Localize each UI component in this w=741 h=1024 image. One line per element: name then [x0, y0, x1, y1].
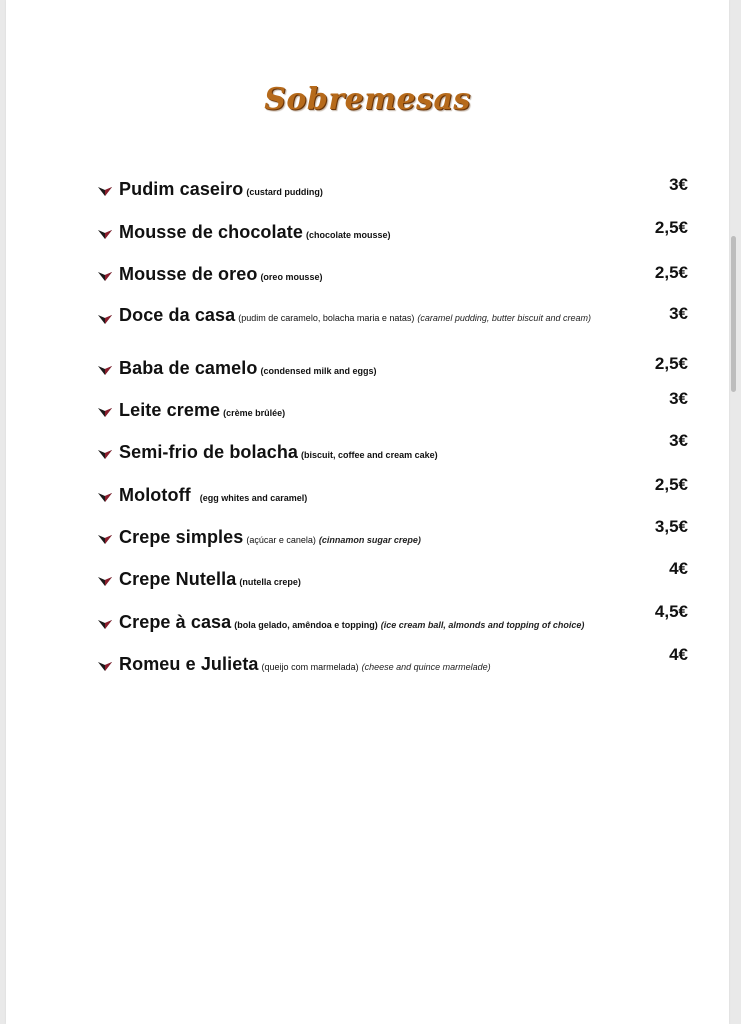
item-text: [119, 655, 629, 676]
list-item: [98, 218, 688, 251]
list-item: [98, 304, 688, 336]
item-text: [119, 180, 629, 201]
diamond-arrow-bullet-icon: [98, 448, 112, 460]
item-detail: (chocolate mousse): [305, 230, 391, 240]
item-name: Doce da casa: [119, 305, 236, 325]
item-price: 2,5€: [654, 354, 688, 373]
diamond-arrow-bullet-icon: [98, 618, 112, 630]
list-item: [98, 175, 688, 208]
item-price: 4€: [669, 645, 688, 664]
item-detail: (queijo com marmelada): [261, 662, 359, 672]
item-name: Crepe à casa: [119, 612, 232, 632]
item-detail: (açúcar e canela): [246, 535, 316, 545]
diamond-arrow-bullet-icon: [98, 364, 112, 376]
item-detail: (pudim de caramelo, bolacha maria e natas): [238, 313, 415, 323]
item-name: Mousse de oreo: [119, 264, 258, 284]
diamond-arrow-bullet-icon: [98, 313, 112, 325]
item-text: [119, 401, 629, 422]
item-price: 2,5€: [654, 218, 688, 237]
diamond-arrow-bullet-icon: [98, 228, 112, 240]
menu-page: [6, 0, 729, 1024]
item-text: [119, 359, 629, 380]
item-text: [119, 528, 629, 549]
item-name: Leite creme: [119, 400, 221, 420]
item-price: 2,5€: [654, 263, 688, 282]
item-name: Semi-frio de bolacha: [119, 442, 299, 462]
item-name: Crepe simples: [119, 527, 244, 547]
item-name: Baba de camelo: [119, 358, 258, 378]
item-detail: (oreo mousse): [260, 272, 323, 282]
diamond-arrow-bullet-icon: [98, 406, 112, 418]
item-detail: (bola gelado, amêndoa e topping): [234, 620, 378, 630]
diamond-arrow-bullet-icon: [98, 533, 112, 545]
item-text: [119, 613, 629, 634]
item-text: [119, 305, 629, 326]
item-translation: (cheese and quince marmelade): [361, 662, 491, 672]
list-item: [98, 645, 688, 683]
diamond-arrow-bullet-icon: [98, 575, 112, 587]
page-title: Sobremesas: [264, 82, 471, 117]
list-item: [98, 354, 688, 387]
item-translation: (cinnamon sugar crepe): [318, 535, 421, 545]
item-price: 3€: [669, 389, 688, 408]
item-name: Pudim caseiro: [119, 179, 244, 199]
diamond-arrow-bullet-icon: [98, 660, 112, 672]
list-item: [98, 431, 688, 471]
list-item: [98, 475, 688, 514]
item-detail: (condensed milk and eggs): [260, 366, 377, 376]
item-text: [119, 223, 629, 244]
list-item: [98, 559, 688, 598]
item-detail: (egg whites and caramel): [199, 493, 308, 503]
item-detail: (nutella crepe): [239, 577, 301, 587]
item-detail: (crème brûlée): [223, 408, 286, 418]
item-detail: (custard pudding): [246, 187, 323, 197]
item-price: 2,5€: [654, 475, 688, 494]
diamond-arrow-bullet-icon: [98, 491, 112, 503]
list-item: [98, 265, 688, 293]
item-text: [119, 443, 629, 464]
item-name: Molotoff: [119, 485, 191, 505]
item-price: 3€: [669, 175, 688, 194]
item-detail: (biscuit, coffee and cream cake): [301, 450, 438, 460]
item-name: Crepe Nutella: [119, 569, 237, 589]
list-item: [98, 389, 688, 429]
vertical-scrollbar[interactable]: [731, 236, 736, 392]
item-price: 3,5€: [654, 517, 688, 536]
item-price: 3€: [669, 304, 688, 323]
item-price: 3€: [669, 431, 688, 450]
list-item: [98, 517, 688, 556]
item-name: Mousse de chocolate: [119, 222, 303, 242]
diamond-arrow-bullet-icon: [98, 270, 112, 282]
list-item: [98, 602, 688, 641]
item-price: 4,5€: [654, 602, 688, 621]
item-translation: (ice cream ball, almonds and topping of choice): [380, 620, 585, 630]
item-price: 4€: [669, 559, 688, 578]
item-text: [119, 486, 629, 507]
item-text: [119, 570, 629, 591]
item-text: [119, 265, 629, 286]
item-name: Romeu e Julieta: [119, 654, 259, 674]
item-translation: (caramel pudding, butter biscuit and cream): [417, 313, 591, 323]
diamond-arrow-bullet-icon: [98, 185, 112, 197]
